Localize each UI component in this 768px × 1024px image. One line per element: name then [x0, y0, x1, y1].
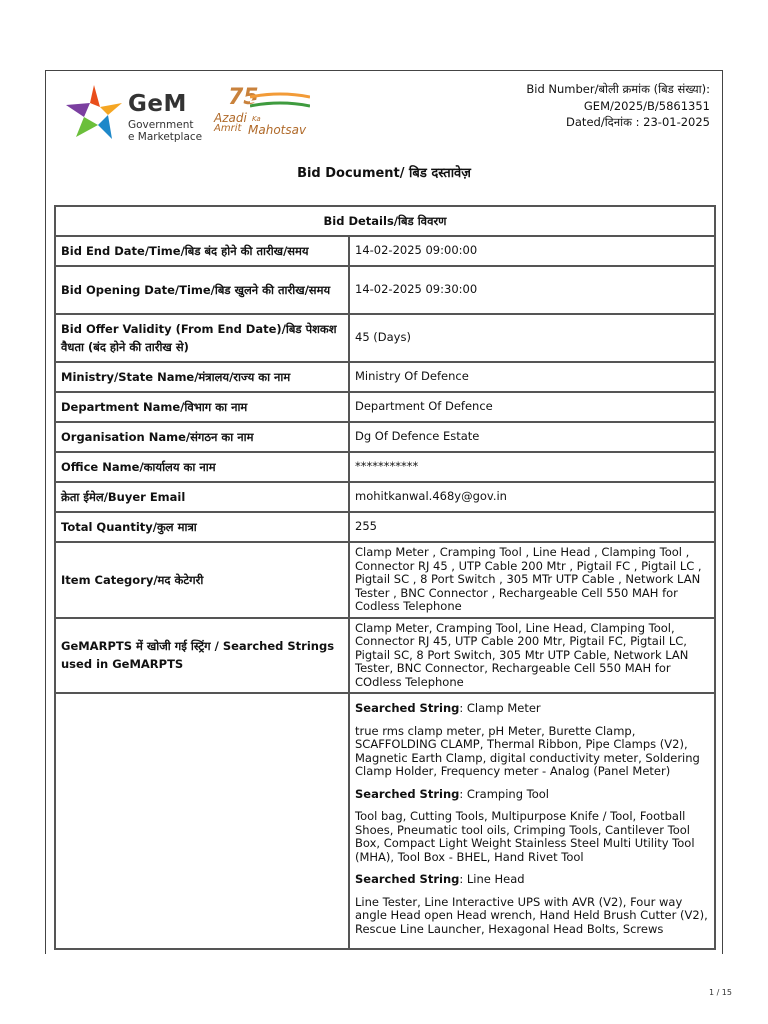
table-row	[55, 512, 715, 542]
table-row	[55, 266, 715, 314]
row-label: Item Category/मद केटेगरी	[55, 542, 349, 618]
searched-string-label: Searched String	[355, 786, 460, 801]
table-row	[55, 452, 715, 482]
bid-date: Dated/दिनांक : 23-01-2025	[566, 115, 710, 129]
azadi-ka-amrit-mahotsav-logo	[214, 85, 314, 145]
table-heading-row	[55, 206, 715, 236]
table-row	[55, 362, 715, 392]
searched-string-heading	[355, 873, 709, 887]
bid-number: GEM/2025/B/5861351	[583, 98, 710, 113]
table-heading: Bid Details/बिड विवरण	[55, 206, 715, 236]
row-value: 45 (Days)	[349, 314, 715, 362]
mahotsav-word: Mahotsav	[248, 123, 307, 137]
searched-string-heading	[355, 788, 709, 802]
document-title: Bid Document/ बिड दस्तावेज़	[297, 166, 471, 181]
row-value: ***********	[349, 452, 715, 482]
row-value: Ministry Of Defence	[349, 362, 715, 392]
azadi-word: Azadi	[214, 111, 247, 125]
document-page	[45, 70, 723, 954]
row-label: GeMARPTS में खोजी गई स्ट्रिंग / Searched Strings used in GeMARPTS	[55, 618, 349, 694]
gem-swirl-icon	[64, 81, 126, 143]
table-row	[55, 693, 715, 949]
ka-word: Ka	[252, 115, 261, 123]
row-label: Bid End Date/Time/बिड बंद होने की तारीख/समय	[55, 236, 349, 266]
table-row	[55, 618, 715, 694]
bid-details-table	[54, 205, 716, 950]
table-row	[55, 236, 715, 266]
searched-strings-cell	[349, 693, 715, 949]
searched-results: Tool bag, Cutting Tools, Multipurpose Knife / Tool, Football Shoes, Pneumatic tool oils, Crimping Tools, Cantilever Tool Box, Compact Light Weight Stainless Steel Multi Utility Tool (MHA), Tool Box - BHEL, Hand Rivet Tool	[355, 809, 695, 864]
searched-results: Line Tester, Line Interactive UPS with AVR (V2), Four way angle Head open Head wrench, Hand Held Brush Cutter (V2), Rescue Line Launcher, Hexagonal Head Bolts, Screws	[355, 894, 708, 936]
searched-term: : Line Head	[459, 872, 525, 886]
row-value: Clamp Meter, Cramping Tool, Line Head, Clamping Tool, Connector RJ 45, UTP Cable 200 Mtr, Pigtail FC, Pigtail LC, Pigtail SC, 8 Port Switch, 305 Mtr UTP Cable, Network LAN Tester, BNC Connector, Rechargeable Cell 550 MAH for COdless Telephone	[349, 618, 715, 694]
searched-string-label: Searched String	[355, 701, 460, 715]
buyer-email: mohitkanwal.468y@gov.in	[349, 482, 715, 512]
row-label: Ministry/State Name/मंत्रालय/राज्य का नाम	[55, 362, 349, 392]
row-label: Total Quantity/कुल मात्रा	[55, 512, 349, 542]
row-value: Dg Of Defence Estate	[349, 422, 715, 452]
searched-results: true rms clamp meter, pH Meter, Burette Clamp, SCAFFOLDING CLAMP, Thermal Ribbon, Pipe Clamps (V2), Magnetic Earth Clamp, digital conductivity meter, Soldering Clamp Holder, Frequency meter - Analog (Panel Meter)	[355, 723, 700, 778]
row-label: क्रेता ईमेल/Buyer Email	[55, 482, 349, 512]
row-value: 255	[349, 512, 715, 542]
azadi-75: 75	[228, 85, 259, 110]
gem-subtitle-line1: Government	[128, 119, 194, 131]
gem-subtitle-line2: e Marketplace	[128, 131, 203, 143]
gem-logo	[64, 81, 324, 145]
row-label: Bid Opening Date/Time/बिड खुलने की तारीख/समय	[55, 266, 349, 314]
searched-term: : Cramping Tool	[459, 786, 549, 801]
table-row	[55, 542, 715, 618]
page-number: 1 / 15	[708, 988, 732, 997]
table-row	[55, 482, 715, 512]
row-value: 14-02-2025 09:30:00	[349, 266, 715, 314]
table-row	[55, 422, 715, 452]
row-label: Office Name/कार्यालय का नाम	[55, 452, 349, 482]
tricolour-swoosh-icon	[250, 91, 310, 111]
bid-number-label: Bid Number/बोली क्रमांक (बिड संख्या):	[526, 82, 710, 96]
row-label: Department Name/विभाग का नाम	[55, 392, 349, 422]
searched-string-label: Searched String	[355, 872, 460, 886]
row-label: Organisation Name/संगठन का नाम	[55, 422, 349, 452]
row-label: Bid Offer Validity (From End Date)/बिड पेशकश वैधता (बंद होने की तारीख से)	[55, 314, 349, 362]
searched-term: : Clamp Meter	[459, 701, 541, 715]
row-value: Department Of Defence	[349, 392, 715, 422]
row-value: 14-02-2025 09:00:00	[349, 236, 715, 266]
table-row	[55, 314, 715, 362]
searched-string-heading	[355, 702, 709, 716]
row-label-empty	[55, 693, 349, 949]
bid-meta	[526, 81, 710, 131]
table-row	[55, 392, 715, 422]
amrit-word: Amrit	[214, 123, 242, 134]
row-value: Clamp Meter , Cramping Tool , Line Head , Clamping Tool , Connector RJ 45 , UTP Cable 200 Mtr , Pigtail FC , Pigtail LC , Pigtail SC , 8 Port Switch , 305 MTr UTP Cable , Network LAN Tester , BNC Connector , Rechargeable Cell 550 MAH for Codless Telephone	[349, 542, 715, 618]
gem-brand-text: GeM	[128, 91, 187, 117]
